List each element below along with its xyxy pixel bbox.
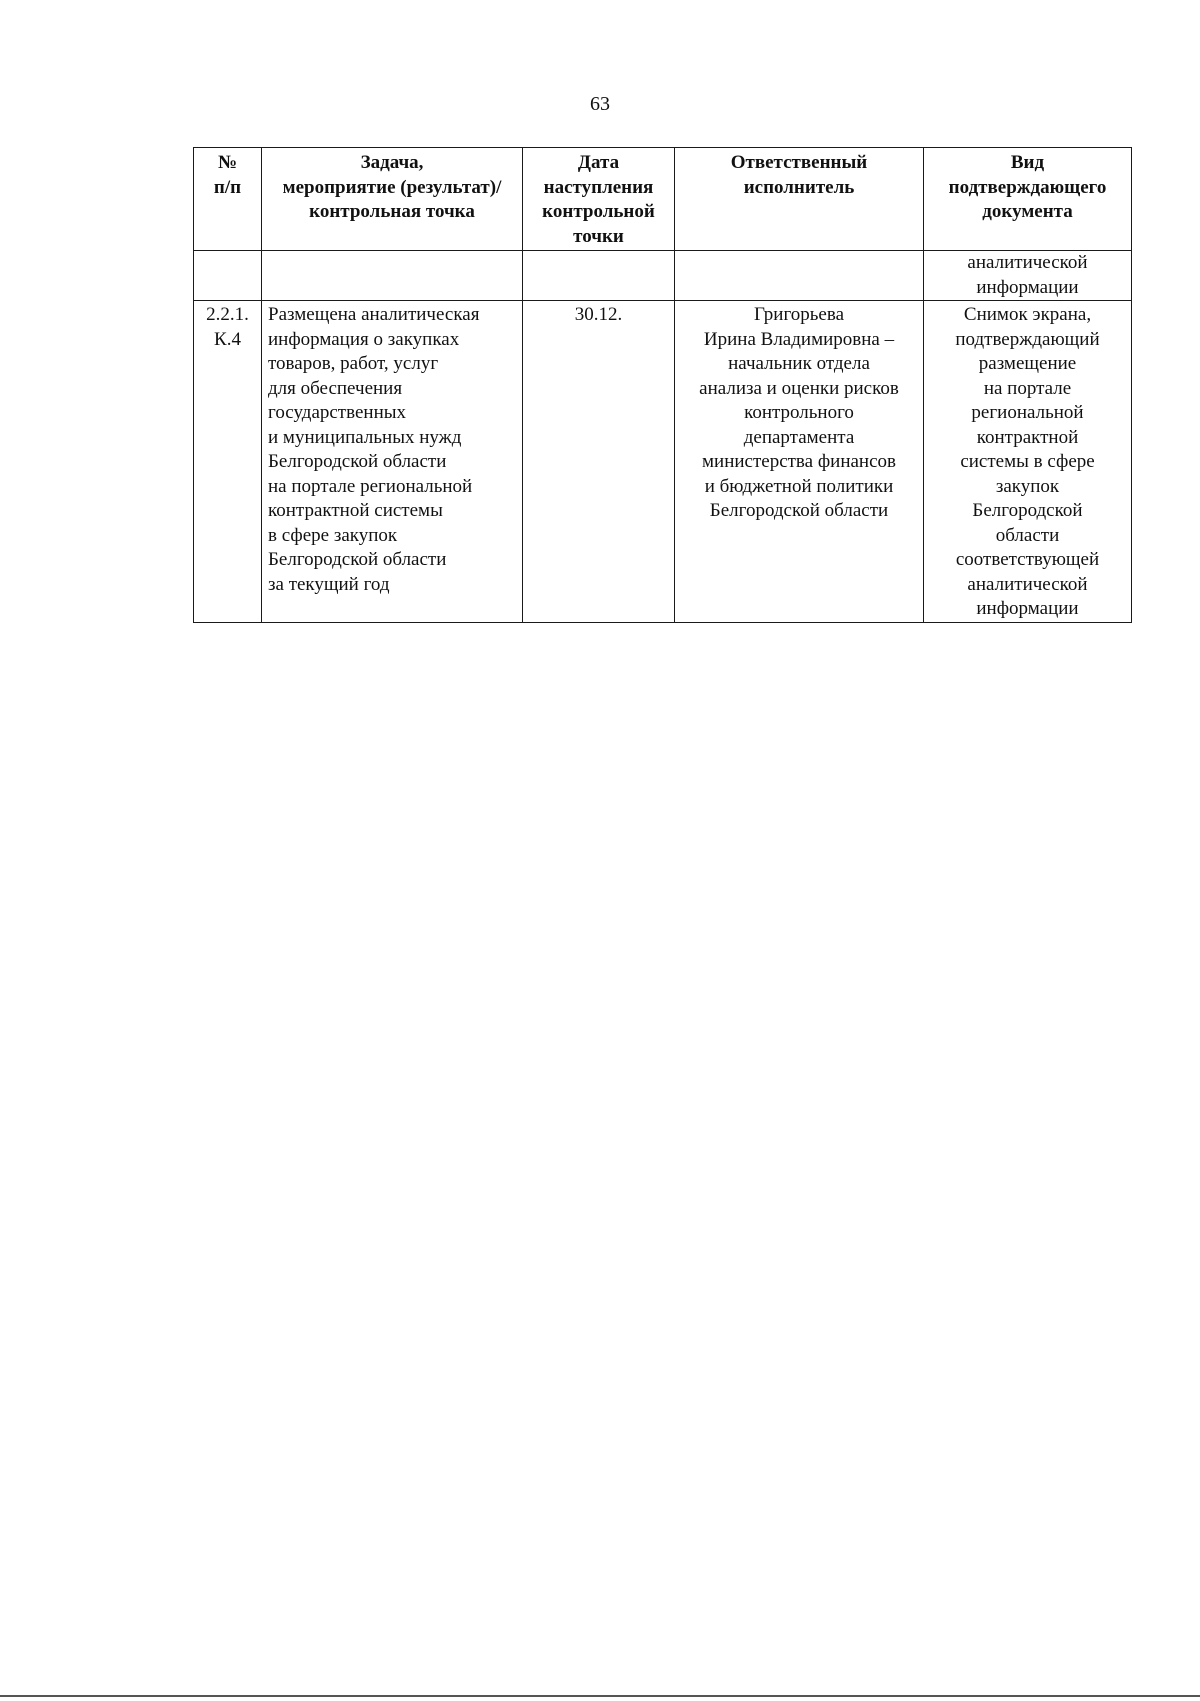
cell-line: исполнитель [743, 176, 855, 198]
cont-task-cell [262, 251, 523, 301]
cell-line: Ирина Владимировна – [703, 328, 895, 350]
cell-line: системы в сфере [960, 451, 1095, 472]
cell-line: начальник отдела [728, 353, 870, 374]
cell-line: 30.12. [574, 304, 623, 325]
cell-line: соответствующей [955, 549, 1100, 570]
cell-line: Ответственный [730, 152, 868, 173]
cell-line: и бюджетной политики [704, 475, 894, 497]
cell-line: Белгородской области [268, 549, 447, 570]
cell-line: документа [982, 201, 1073, 222]
cell-line: и муниципальных нужд [268, 426, 462, 448]
cont-resp-cell [675, 251, 924, 301]
row-document-cell [924, 301, 1132, 623]
cell-line: информации [976, 598, 1079, 619]
cell-line: государственных [268, 402, 407, 423]
cell-line: Размещена аналитическая [268, 304, 480, 325]
row-task-cell [262, 301, 523, 623]
table-row [194, 301, 1132, 623]
cell-line: 2.2.1. [206, 304, 249, 325]
table-header-row [194, 148, 1132, 251]
cell-line: на портале региональной [268, 475, 473, 497]
scan-bottom-edge [0, 1695, 1200, 1697]
cell-line: аналитической [967, 573, 1088, 595]
cell-line: закупок [995, 475, 1060, 497]
cell-line: на портале [983, 377, 1072, 399]
cell-line: информации [976, 276, 1079, 298]
cell-line: контрольного [744, 402, 854, 423]
cell-line: контрольной [542, 201, 655, 222]
cell-line: Белгородской [972, 500, 1083, 521]
cell-line: для обеспечения [268, 377, 403, 399]
cell-line: наступления [543, 176, 654, 198]
cell-line: Белгородской области [709, 500, 889, 521]
row-num-cell [194, 301, 262, 623]
cell-line: Григорьева [753, 304, 845, 325]
header-num [194, 148, 262, 251]
cont-doc-cell [924, 251, 1132, 301]
cell-line: подтверждающего [948, 176, 1107, 198]
cell-line: контрольная точка [309, 201, 475, 222]
header-date [523, 148, 675, 251]
cell-line: информация о закупках [268, 328, 460, 350]
cell-line: подтверждающий [955, 328, 1100, 350]
cell-line: Задача, [360, 152, 424, 173]
cell-line: Снимок экрана, [963, 304, 1092, 325]
cell-line: Дата [577, 152, 620, 173]
cell-line: точки [573, 225, 624, 247]
cell-line: К.4 [214, 328, 241, 350]
header-task [262, 148, 523, 251]
cell-line: контрактной системы [268, 500, 443, 521]
cell-line: товаров, работ, услуг [268, 353, 439, 374]
cell-line: области [995, 524, 1060, 546]
table-row-continuation [194, 251, 1132, 301]
page-number: 63 [590, 93, 610, 115]
cell-line: Белгородской области [268, 451, 447, 472]
cell-line: контрактной [976, 426, 1079, 448]
cont-num-cell [194, 251, 262, 301]
header-document-type [924, 148, 1132, 251]
cell-line: за текущий год [268, 573, 390, 595]
cell-line: министерства финансов [702, 451, 896, 472]
cell-line: мероприятие (результат)/ [282, 176, 502, 198]
row-date-cell [523, 301, 675, 623]
cell-line: анализа и оценки рисков [699, 377, 899, 399]
row-responsible-cell [675, 301, 924, 623]
cont-date-cell [523, 251, 675, 301]
cell-line: в сфере закупок [268, 524, 398, 546]
cell-line: № [217, 152, 238, 173]
cell-line: департамента [743, 426, 855, 448]
cell-line: Вид [1010, 152, 1045, 173]
cell-line: региональной [971, 402, 1084, 423]
cell-line: аналитической [967, 252, 1088, 273]
header-responsible [675, 148, 924, 251]
cell-line: размещение [978, 353, 1077, 374]
cell-line: п/п [213, 176, 242, 198]
plan-table [193, 147, 1132, 623]
